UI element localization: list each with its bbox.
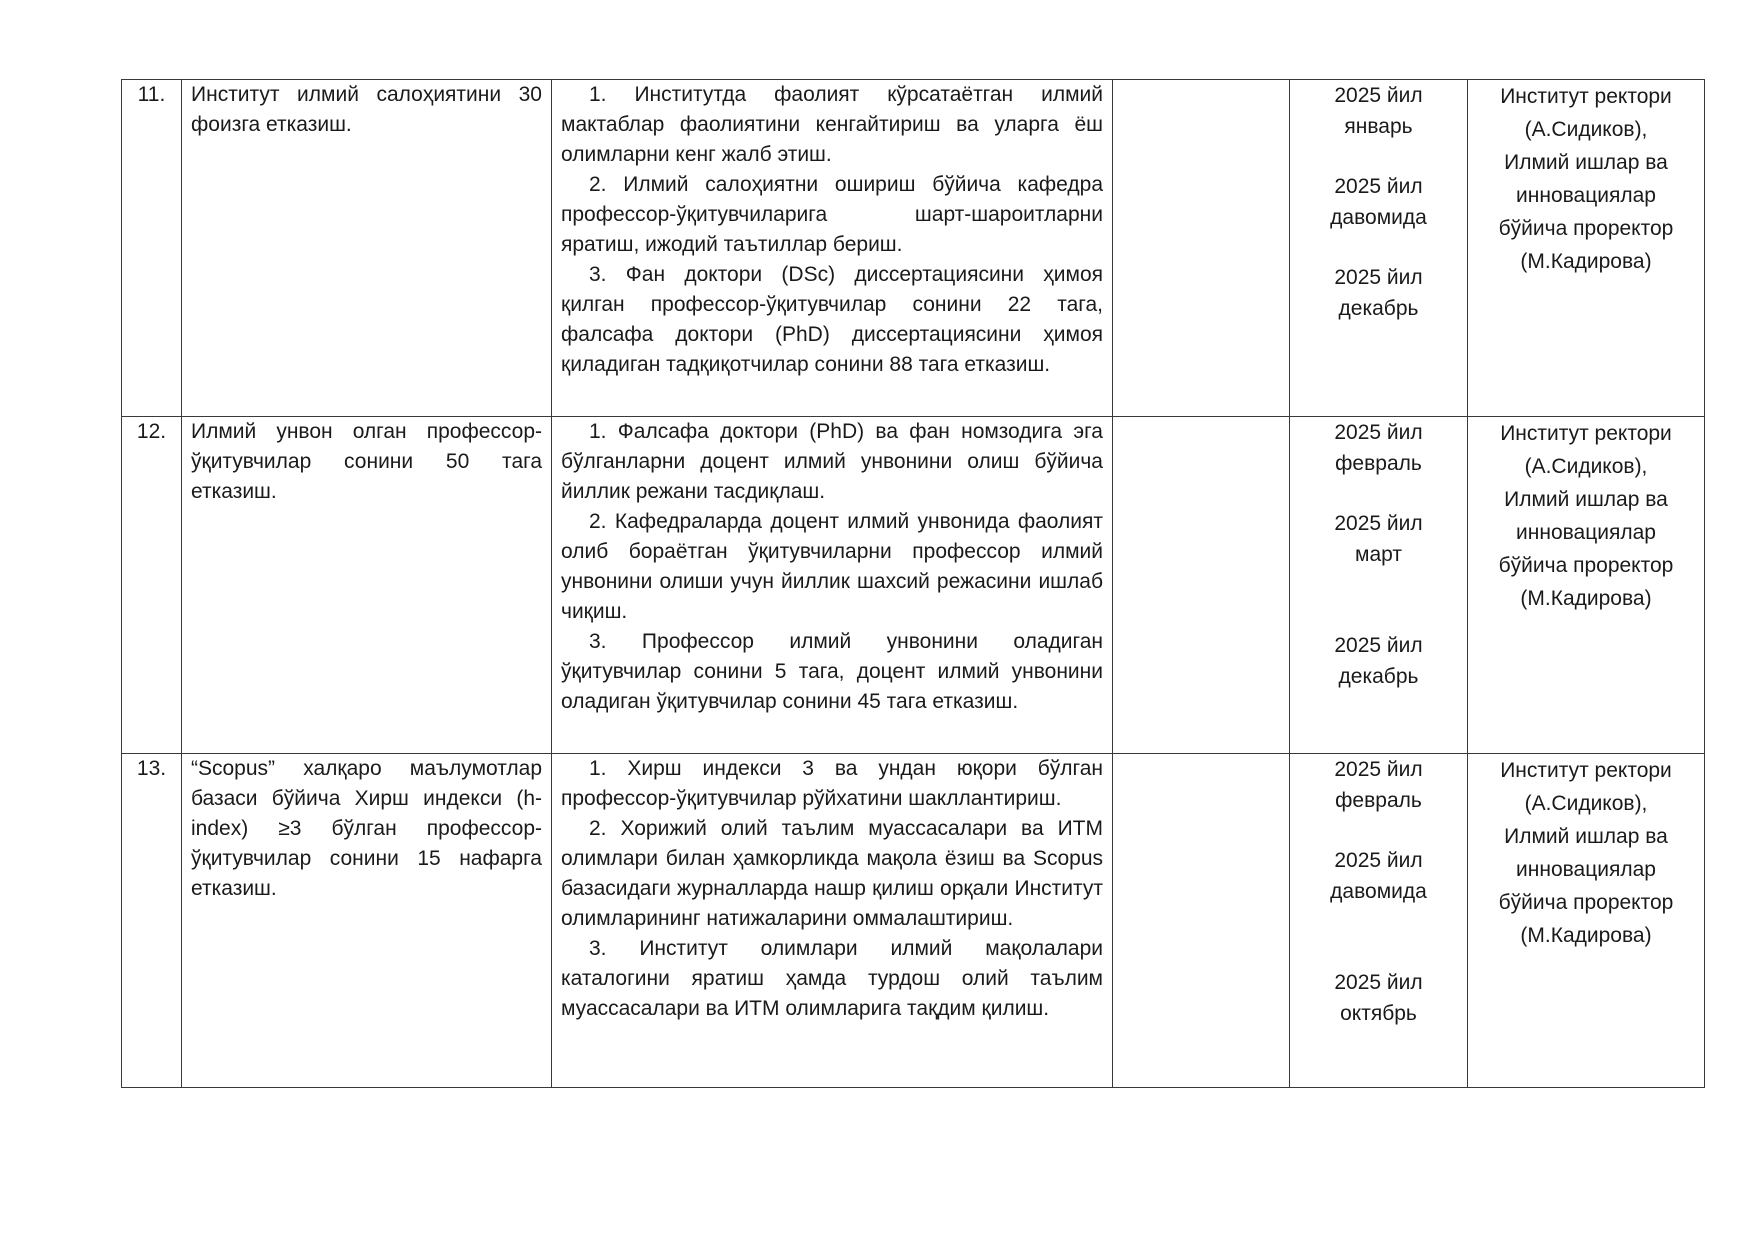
responsible-line: (А.Сидиков),	[1524, 455, 1648, 478]
responsible-line: бўйича проректор	[1498, 554, 1674, 577]
responsible-line: бўйича проректор	[1498, 891, 1674, 914]
date-block	[1299, 262, 1458, 324]
task-cell: Илмий унвон олган профессор-ўқитувчилар сонини 50 тага етказиш.	[182, 417, 552, 754]
dates-cell	[1290, 80, 1468, 417]
responsible-line: бўйича проректор	[1498, 217, 1674, 240]
responsible-cell	[1468, 417, 1705, 754]
dates-cell	[1290, 417, 1468, 754]
empty-cell	[1113, 80, 1290, 417]
actions-cell	[552, 80, 1113, 417]
date-block	[1299, 845, 1458, 907]
date-year: 2025 йил	[1334, 421, 1423, 444]
date-period: давомида	[1330, 880, 1427, 903]
table-row	[122, 754, 1705, 1088]
date-period: декабрь	[1338, 665, 1419, 688]
date-block	[1299, 171, 1458, 233]
date-year: 2025 йил	[1334, 849, 1423, 872]
date-period: март	[1355, 543, 1402, 566]
actions-cell	[552, 754, 1113, 1088]
date-period: январь	[1344, 115, 1413, 138]
action-item: 2. Кафедраларда доцент илмий унвонида фаолият олиб бораётган ўқитувчиларни профессор илмий унвонини олиши учун йиллик шахсий режасини ишлаб чиқиш.	[561, 510, 1103, 623]
date-period: октябрь	[1340, 1002, 1417, 1025]
dates-cell	[1290, 754, 1468, 1088]
responsible-line: Институт ректори	[1500, 85, 1672, 108]
date-block	[1299, 508, 1458, 570]
date-year: 2025 йил	[1334, 84, 1423, 107]
responsible-line: Илмий ишлар ва	[1504, 488, 1668, 511]
date-period: февраль	[1335, 452, 1422, 475]
row-number: 13.	[122, 754, 182, 1088]
responsible-line: (А.Сидиков),	[1524, 792, 1648, 815]
date-year: 2025 йил	[1334, 512, 1423, 535]
action-item: 3. Институт олимлари илмий мақолалари каталогини яратиш ҳамда турдош олий таълим муассасалари ва ИТМ олимларига тақдим қилиш.	[561, 937, 1103, 1020]
date-block	[1299, 630, 1458, 692]
responsible-line: Институт ректори	[1500, 759, 1672, 782]
responsible-cell	[1468, 754, 1705, 1088]
table-row	[122, 417, 1705, 754]
empty-cell	[1113, 417, 1290, 754]
date-period: давомида	[1330, 206, 1427, 229]
task-cell: “Scopus” халқаро маълумотлар базаси бўйича Хирш индекси (h-index) ≥3 бўлган профессор-ўқитувчилар сонини 15 нафарга етказиш.	[182, 754, 552, 1088]
action-item: 1. Институтда фаолият кўрсатаётган илмий мактаблар фаолиятини кенгайтириш ва уларга ёш олимларни кенг жалб этиш.	[561, 83, 1103, 166]
date-block	[1299, 80, 1458, 142]
date-year: 2025 йил	[1334, 634, 1423, 657]
table-row	[122, 80, 1705, 417]
actions-cell	[552, 417, 1113, 754]
date-block	[1299, 967, 1458, 1029]
date-year: 2025 йил	[1334, 971, 1423, 994]
responsible-line: (М.Кадирова)	[1520, 924, 1652, 947]
action-item: 1. Хирш индекси 3 ва ундан юқори бўлган профессор-ўқитувчилар рўйхатини шакллантириш.	[561, 757, 1103, 810]
date-period: февраль	[1335, 789, 1422, 812]
empty-cell	[1113, 754, 1290, 1088]
date-block	[1299, 754, 1458, 816]
responsible-line: (А.Сидиков),	[1524, 118, 1648, 141]
row-number: 11.	[122, 80, 182, 417]
action-item: 3. Профессор илмий унвонини оладиган ўқитувчилар сонини 5 тага, доцент илмий унвонини оладиган ўқитувчилар сонини 45 тага етказиш.	[561, 630, 1103, 713]
task-cell: Институт илмий салоҳиятини 30 фоизга етказиш.	[182, 80, 552, 417]
responsible-line: Илмий ишлар ва	[1504, 825, 1668, 848]
date-year: 2025 йил	[1334, 758, 1423, 781]
action-item: 1. Фалсафа доктори (PhD) ва фан номзодига эга бўлганларни доцент илмий унвонини олиш бўйича йиллик режани тасдиқлаш.	[561, 420, 1103, 503]
action-item: 2. Илмий салоҳиятни ошириш бўйича кафедра профессор-ўқитувчиларига шарт-шароитларни яратиш, ижодий таътиллар бериш.	[561, 173, 1103, 256]
responsible-cell	[1468, 80, 1705, 417]
date-year: 2025 йил	[1334, 175, 1423, 198]
responsible-line: (М.Кадирова)	[1520, 587, 1652, 610]
action-item: 2. Хорижий олий таълим муассасалари ва ИТМ олимлари билан ҳамкорликда мақола ёзиш ва Scopus базасидаги журналларда нашр қилиш орқали Институт олимларининг натижаларини оммалаштириш.	[561, 817, 1103, 930]
date-year: 2025 йил	[1334, 266, 1423, 289]
responsible-line: Илмий ишлар ва	[1504, 151, 1668, 174]
responsible-line: инновациялар	[1516, 184, 1656, 207]
responsible-line: инновациялар	[1516, 858, 1656, 881]
responsible-line: Институт ректори	[1500, 422, 1672, 445]
date-block	[1299, 417, 1458, 479]
row-number: 12.	[122, 417, 182, 754]
responsible-line: инновациялар	[1516, 521, 1656, 544]
date-period: декабрь	[1338, 297, 1419, 320]
action-item: 3. Фан доктори (DSc) диссертациясини ҳимоя қилган профессор-ўқитувчилар сонини 22 тага, фалсафа доктори (PhD) диссертациясини ҳимоя қиладиган тадқиқотчилар сонини 88 тага етказиш.	[561, 263, 1103, 376]
responsible-line: (М.Кадирова)	[1520, 250, 1652, 273]
action-plan-table	[121, 79, 1705, 1088]
